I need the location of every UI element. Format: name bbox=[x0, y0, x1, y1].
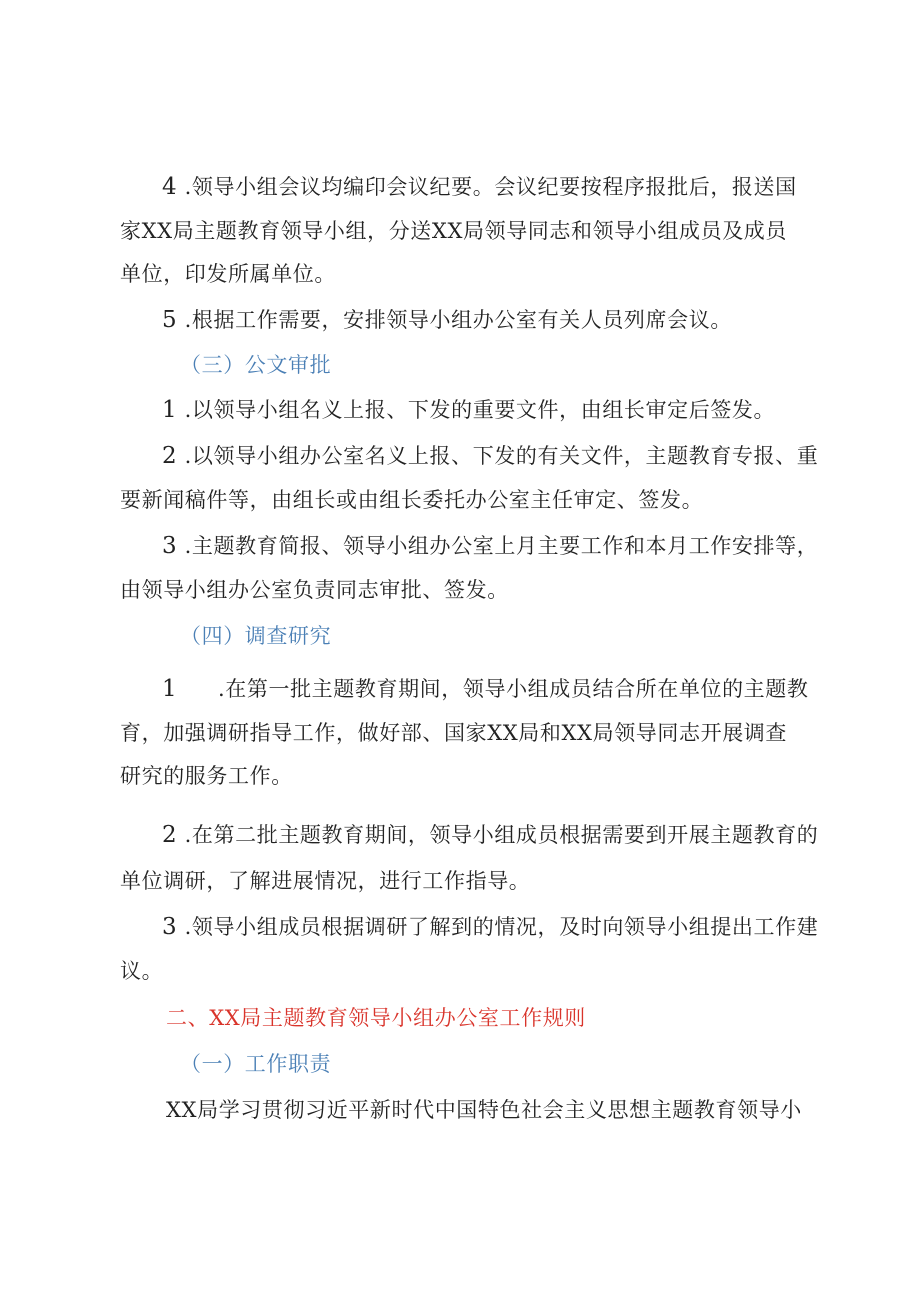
approval-item-2-line-1: 2 .以领导小组办公室名义上报、下发的有关文件，主题教育专报、重 bbox=[162, 443, 819, 469]
approval-item-3-line-2: 由领导小组办公室负责同志审批、签发。 bbox=[120, 578, 509, 602]
approval-item-2-line-2: 要新闻稿件等，由组长或由组长委托办公室主任审定、签发。 bbox=[120, 488, 704, 512]
research-item-3-line-2: 议。 bbox=[120, 959, 164, 983]
research-item-1-line-3: 研究的服务工作。 bbox=[120, 764, 293, 788]
heading-document-approval: （三）公文审批 bbox=[180, 353, 332, 377]
meeting-item-4-line-2: 家XX局主题教育领导小组，分送XX局领导同志和领导小组成员及成员 bbox=[120, 219, 787, 243]
meeting-item-4-line-3: 单位，印发所属单位。 bbox=[120, 262, 336, 286]
research-item-3-line-1: 3 .领导小组成员根据调研了解到的情况，及时向领导小组提出工作建 bbox=[162, 914, 819, 940]
research-item-1-line-1: 1 .在第一批主题教育期间，领导小组成员结合所在单位的主题教 bbox=[162, 676, 809, 702]
section-two-heading: 二、XX局主题教育领导小组办公室工作规则 bbox=[166, 1006, 586, 1030]
heading-research: （四）调查研究 bbox=[180, 624, 332, 648]
approval-item-1: 1 .以领导小组名义上报、下发的重要文件，由组长审定后签发。 bbox=[162, 397, 776, 423]
duties-paragraph-line-1: XX局学习贯彻习近平新时代中国特色社会主义思想主题教育领导小 bbox=[166, 1098, 802, 1122]
meeting-item-4-line-1: 4 .领导小组会议均编印会议纪要。会议纪要按程序报批后，报送国 bbox=[162, 174, 797, 200]
research-item-2-line-2: 单位调研，了解进展情况，进行工作指导。 bbox=[120, 869, 531, 893]
meeting-item-5: 5 .根据工作需要，安排领导小组办公室有关人员列席会议。 bbox=[162, 307, 732, 333]
heading-duties: （一）工作职责 bbox=[180, 1052, 332, 1076]
approval-item-3-line-1: 3 .主题教育简报、领导小组办公室上月主要工作和本月工作安排等， bbox=[162, 533, 819, 559]
research-item-2-line-1: 2 .在第二批主题教育期间，领导小组成员根据需要到开展主题教育的 bbox=[162, 822, 819, 848]
research-item-1-line-2: 育，加强调研指导工作，做好部、国家XX局和XX局领导同志开展调查 bbox=[120, 721, 787, 745]
